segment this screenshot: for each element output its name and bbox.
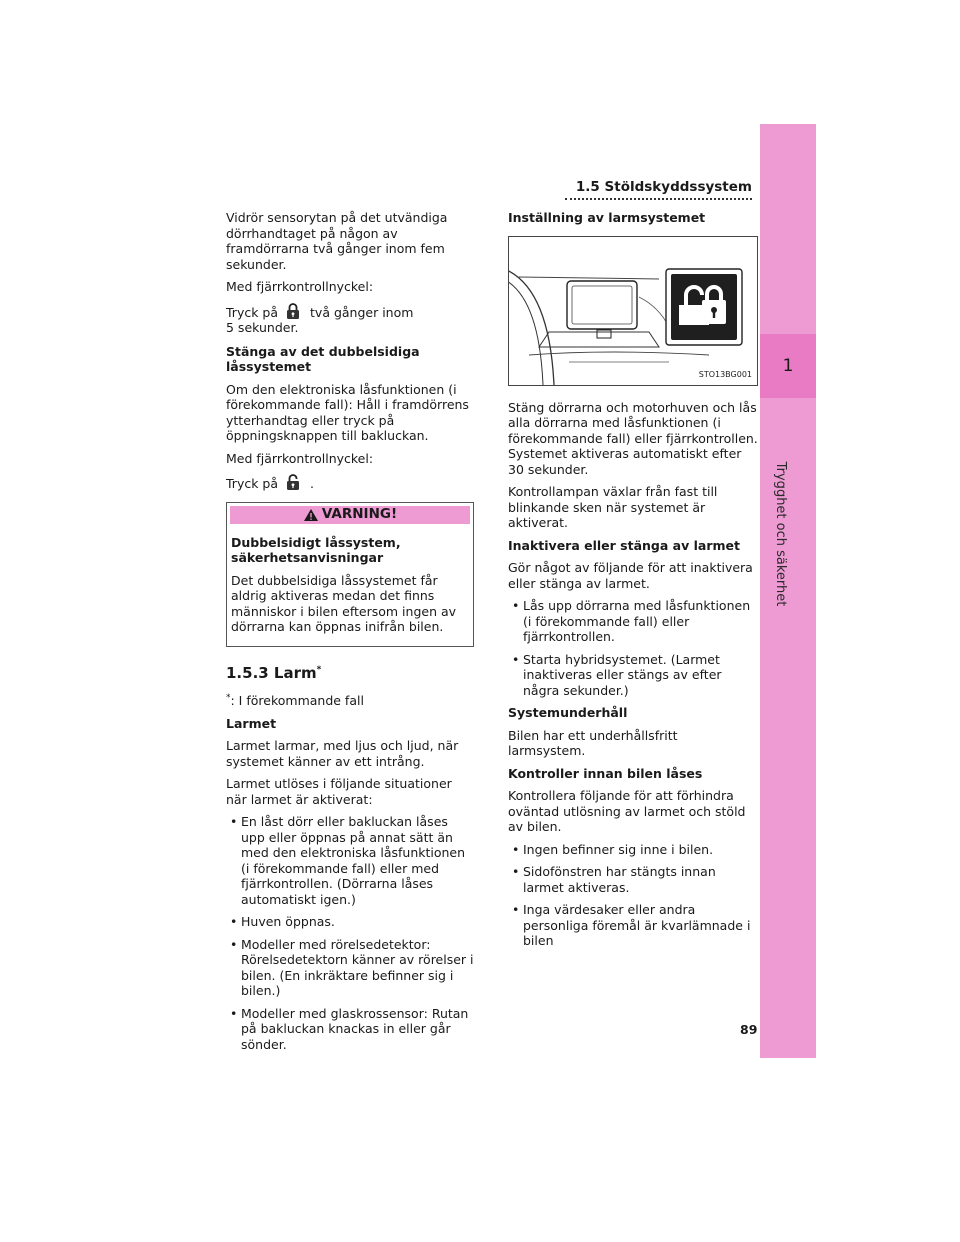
list-item: • Lås upp dörrarna med låsfunktionen (i förekommande fall) eller fjärrkontrollen. [523,598,758,645]
section-title: 1.5.3 Larm* [226,663,322,682]
right-column [508,210,758,956]
warning-text: Det dubbelsidiga låssystemet får aldrig aktiveras medan det finns människor i bilen eftersom ingen av dörrarna kan öppnas inifrån bilen. [231,572,457,634]
subheading: Inställning av larmsystemet [508,210,706,225]
list-item: • Modeller med rörelsedetektor: Rörelsedetektorn känner av rörelser i bilen. (En inkräktare befinner sig i bilen.) [241,937,474,999]
list-item: • Sidofönstren har stängts innan larmet aktiveras. [523,864,758,895]
warning-header [230,506,470,524]
left-column [226,210,474,1059]
paragraph: Gör något av följande för att inaktivera eller stänga av larmet. [508,560,753,591]
warning-box [226,502,474,647]
list-item: • Modeller med glaskrossensor: Rutan på bakluckan knackas in eller går sönder. [241,1006,474,1053]
subheading: Inaktivera eller stänga av larmet [508,537,740,553]
paragraph: Med fjärrkontrollnyckel: [226,450,374,466]
paragraph: Tryck på två gånger inom 5 sekunder. [226,302,474,336]
paragraph: Vidrör sensorytan på det utvändiga dörrhandtaget på någon av framdörrarna två gånger inom fem sekunder. [226,210,448,272]
lock-icon [286,302,300,320]
subheading: Kontroller innan bilen låses [508,765,703,781]
paragraph: Kontrollera följande för att förhindra oväntad utlösning av larmet och stöld av bilen. [508,788,746,834]
figure-code: STO13BG001 [698,370,752,379]
paragraph: Om den elektroniska låsfunktionen (i förekommande fall): Håll i framdörrens ytterhandtag eller tryck på öppningsknappen till bakluckan. [226,381,469,443]
paragraph: Stäng dörrarna och motorhuven och lås alla dörrarna med låsfunktionen (i förekommande fall) eller fjärrkontrollen. Systemet aktiveras automatiskt efter 30 sekunder. [508,399,758,477]
paragraph: Kontrollampan växlar från fast till blinkande sken när systemet är aktiverat. [508,484,718,530]
warning-heading: Dubbelsidigt låssystem, säkerhetsanvisningar [231,534,401,565]
bullet-list [508,842,758,949]
dashboard-illustration [509,237,757,385]
unlock-icon [286,473,300,491]
header-rule [565,198,752,200]
list-item: • En låst dörr eller bakluckan låses upp eller öppnas på annat sätt än med den elektroniska låsfunktionen (i förekommande fall) eller med fjärrkontrollen. (Dörrarna låses automatiskt igen.) [241,814,474,907]
bullet-list [508,598,758,698]
list-item: • Huven öppnas. [241,914,474,930]
warning-title: VARNING! [321,505,398,522]
subheading: Systemunderhåll [508,705,628,720]
chapter-tab [760,124,816,1058]
paragraph: Med fjärrkontrollnyckel: [226,279,374,294]
paragraph: Tryck på . [226,473,474,492]
page-number: 89 [740,1022,758,1037]
list-item: • Inga värdesaker eller andra personliga föremål är kvarlämnade i bilen [523,902,758,949]
dashboard-figure [508,236,758,386]
list-item: • Starta hybridsystemet. (Larmet inaktiveras eller stängs av efter några sekunder.) [523,652,758,699]
footnote: *: I förekommande fall [226,693,364,709]
paragraph: Larmet utlöses i följande situationer när larmet är aktiverat: [226,776,452,807]
alarm-lock-indicator-icon [679,287,726,325]
chapter-number: 1 [760,334,816,398]
warning-triangle-icon [303,508,319,522]
chapter-title: Trygghet och säkerhet [773,461,788,607]
list-item: • Ingen befinner sig inne i bilen. [523,842,758,858]
bullet-list [226,814,474,1052]
paragraph: Bilen har ett underhållsfritt larmsystem. [508,727,678,758]
subheading: Larmet [226,715,277,731]
running-header: 1.5 Stöldskyddssystem [575,179,752,195]
subheading: Stänga av det dubbelsidiga låssystemet [226,343,420,374]
warning-body [227,527,473,646]
paragraph: Larmet larmar, med ljus och ljud, när systemet känner av ett intrång. [226,738,459,769]
